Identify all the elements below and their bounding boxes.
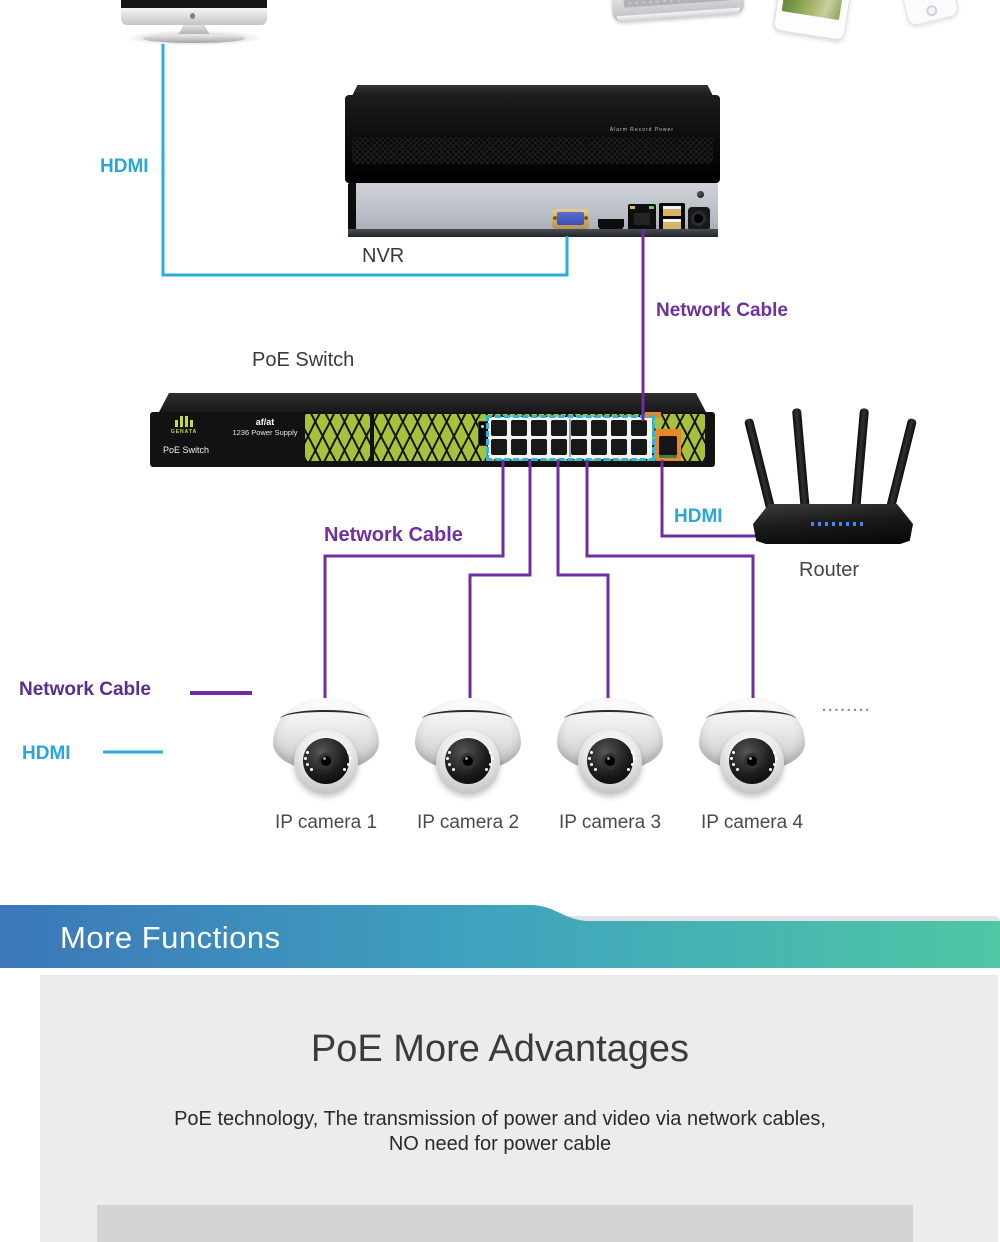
hdmi-cable-monitor-to-nvr — [163, 44, 567, 275]
camera-ir-leds — [751, 742, 754, 745]
ip-camera-1 — [273, 698, 379, 838]
router-label: Router — [799, 559, 860, 581]
camera-label: IP camera 3 — [558, 812, 662, 833]
camera-lens — [318, 753, 334, 769]
more-cameras-ellipsis: ........ — [822, 698, 872, 715]
switch-power-supply-text: 1236 Power Supply — [232, 428, 298, 437]
camera-ir-leds — [325, 742, 328, 745]
brand-name: GENATA — [170, 429, 198, 435]
camera-ir-leds — [609, 742, 612, 745]
network-cable-label-nvr: Network Cable — [656, 300, 788, 321]
camera-lens — [744, 753, 760, 769]
camera-rim-line — [422, 710, 512, 728]
advantages-title: PoE More Advantages — [310, 1028, 690, 1070]
hdmi-label-router: HDMI — [674, 506, 723, 527]
router-device — [753, 406, 913, 548]
camera-ir-leds — [467, 742, 470, 745]
router-antenna — [885, 418, 917, 513]
camera-rim-line — [280, 710, 370, 728]
ip-camera-3 — [557, 698, 663, 838]
hdmi-label-monitor: HDMI — [100, 156, 149, 177]
camera-lens — [460, 753, 476, 769]
network-cable-label-cameras: Network Cable — [324, 524, 463, 546]
ip-camera-2 — [415, 698, 521, 838]
poe-switch-label: PoE Switch — [252, 349, 355, 371]
advantages-description-line2: NO need for power cable — [388, 1133, 612, 1155]
switch-name-text: PoE Switch — [163, 445, 210, 455]
advantages-description-line1: PoE technology, The transmission of power and video via network cables, — [174, 1108, 826, 1130]
camera-label: IP camera 1 — [274, 812, 378, 833]
network-cable-switch-to-camera2 — [470, 460, 530, 704]
nvr-label: NVR — [362, 245, 405, 267]
legend-hdmi-label: HDMI — [22, 743, 71, 764]
camera-rim-line — [564, 710, 654, 728]
network-cable-switch-to-camera3 — [558, 460, 608, 704]
legend-network-cable-label: Network Cable — [19, 679, 151, 700]
camera-lens — [602, 753, 618, 769]
nvr-indicator-labels: Alarm Record Power — [609, 127, 674, 133]
router-led-row — [811, 522, 863, 526]
router-antenna — [792, 408, 810, 512]
camera-label: IP camera 2 — [416, 812, 520, 833]
router-antenna — [851, 408, 869, 512]
banner-title: More Functions — [60, 920, 281, 955]
camera-rim-line — [706, 710, 796, 728]
network-cable-switch-to-camera4 — [587, 460, 753, 704]
network-cable-switch-to-camera1 — [325, 460, 503, 704]
camera-label: IP camera 4 — [700, 812, 804, 833]
ip-camera-4 — [699, 698, 805, 838]
switch-standard-text: af/at — [255, 417, 275, 427]
